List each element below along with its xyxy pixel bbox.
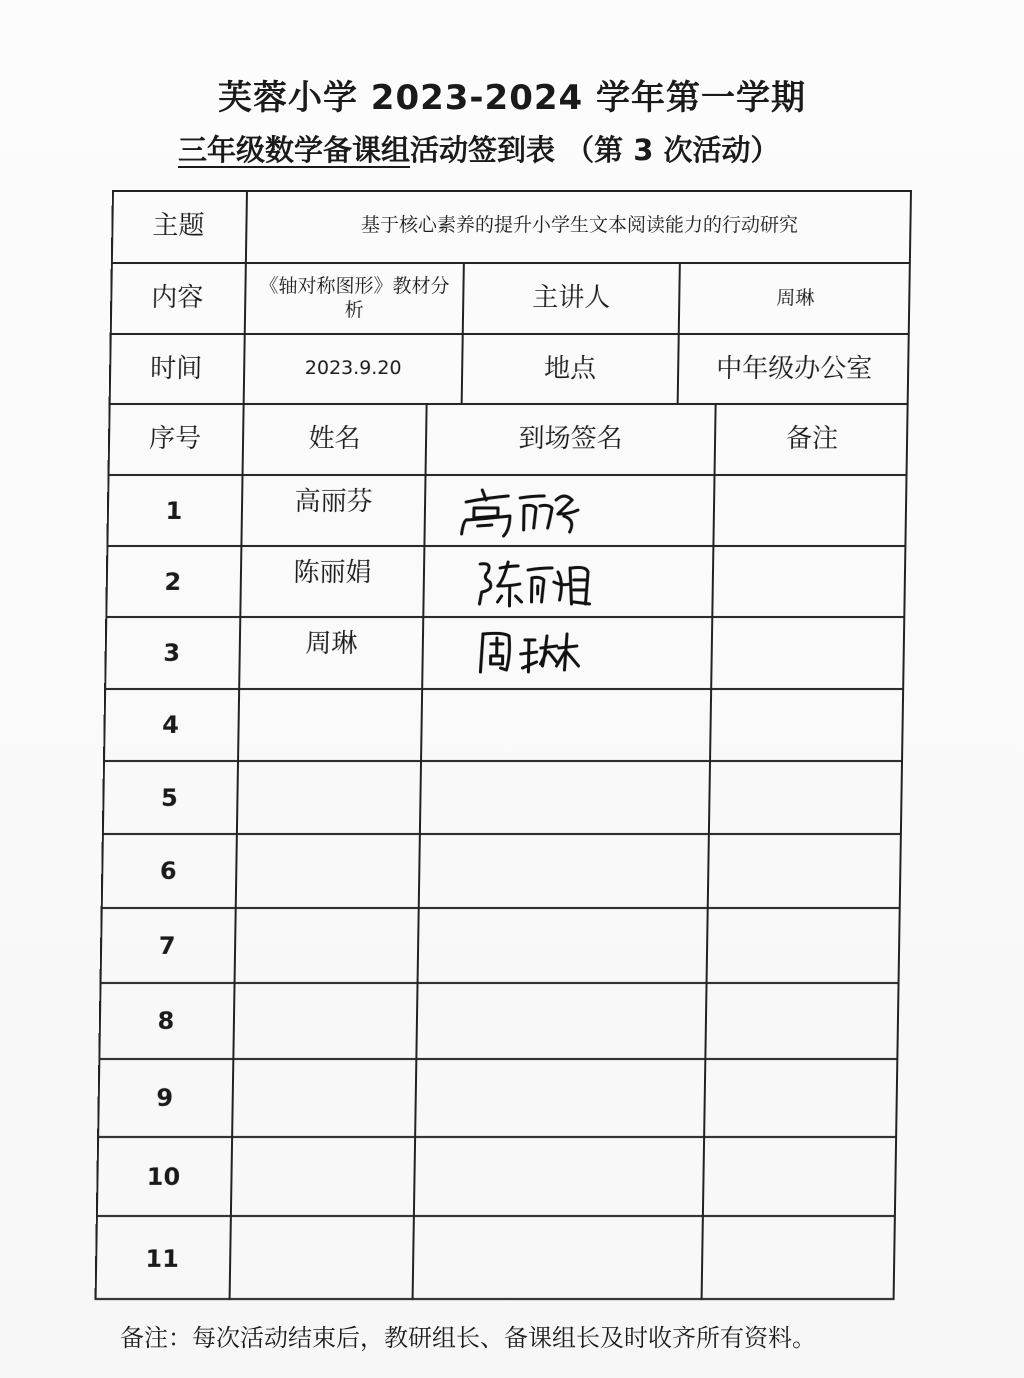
speaker-value: 周琳 [776, 286, 815, 309]
speaker-label: 主讲人 [532, 283, 611, 314]
page-title: 芙蓉小学 2023-2024 学年第一学期 [217, 78, 807, 118]
row-number: 1 [165, 496, 183, 525]
header-remarks: 备注 [785, 424, 839, 455]
attendee-name: 陈丽娟 [293, 557, 372, 588]
row-number: 8 [157, 1007, 175, 1035]
row-number: 3 [163, 639, 181, 667]
header-number: 序号 [148, 424, 202, 455]
row-number: 2 [164, 567, 182, 596]
row-number: 4 [162, 711, 180, 739]
footer-note: 备注：每次活动结束后，教研组长、备课组长及时收齐所有资料。 [120, 1324, 816, 1352]
row-number: 5 [160, 783, 179, 812]
content-label: 内容 [151, 283, 204, 314]
attendee-name: 高丽芬 [294, 486, 373, 517]
handwritten-signature [452, 478, 593, 540]
row-number: 7 [158, 931, 176, 960]
handwritten-signature [472, 626, 593, 676]
handwritten-signature [473, 556, 604, 610]
attendee-name: 周琳 [305, 628, 358, 659]
content-value: 《轴对称图形》教材分析 [259, 274, 450, 321]
sign-in-table [95, 190, 912, 1300]
time-label: 时间 [149, 353, 203, 384]
page-subtitle [178, 128, 779, 169]
header-signature: 到场签名 [518, 424, 623, 455]
subtitle-group-name: 三年级数学备课组 [178, 133, 411, 167]
row-number: 6 [159, 857, 177, 885]
topic-value: 基于核心素养的提升小学生文本阅读能力的行动研究 [360, 214, 799, 237]
row-number: 9 [156, 1084, 174, 1112]
header-name: 姓名 [308, 424, 361, 455]
row-number: 10 [146, 1162, 181, 1191]
place-value: 中年级办公室 [715, 353, 873, 384]
row-number: 11 [145, 1244, 180, 1273]
place-label: 地点 [543, 353, 597, 384]
time-value: 2023.9.20 [304, 357, 402, 380]
subtitle-rest: 活动签到表 （第 3 次活动） [410, 133, 780, 167]
topic-label: 主题 [152, 210, 205, 241]
